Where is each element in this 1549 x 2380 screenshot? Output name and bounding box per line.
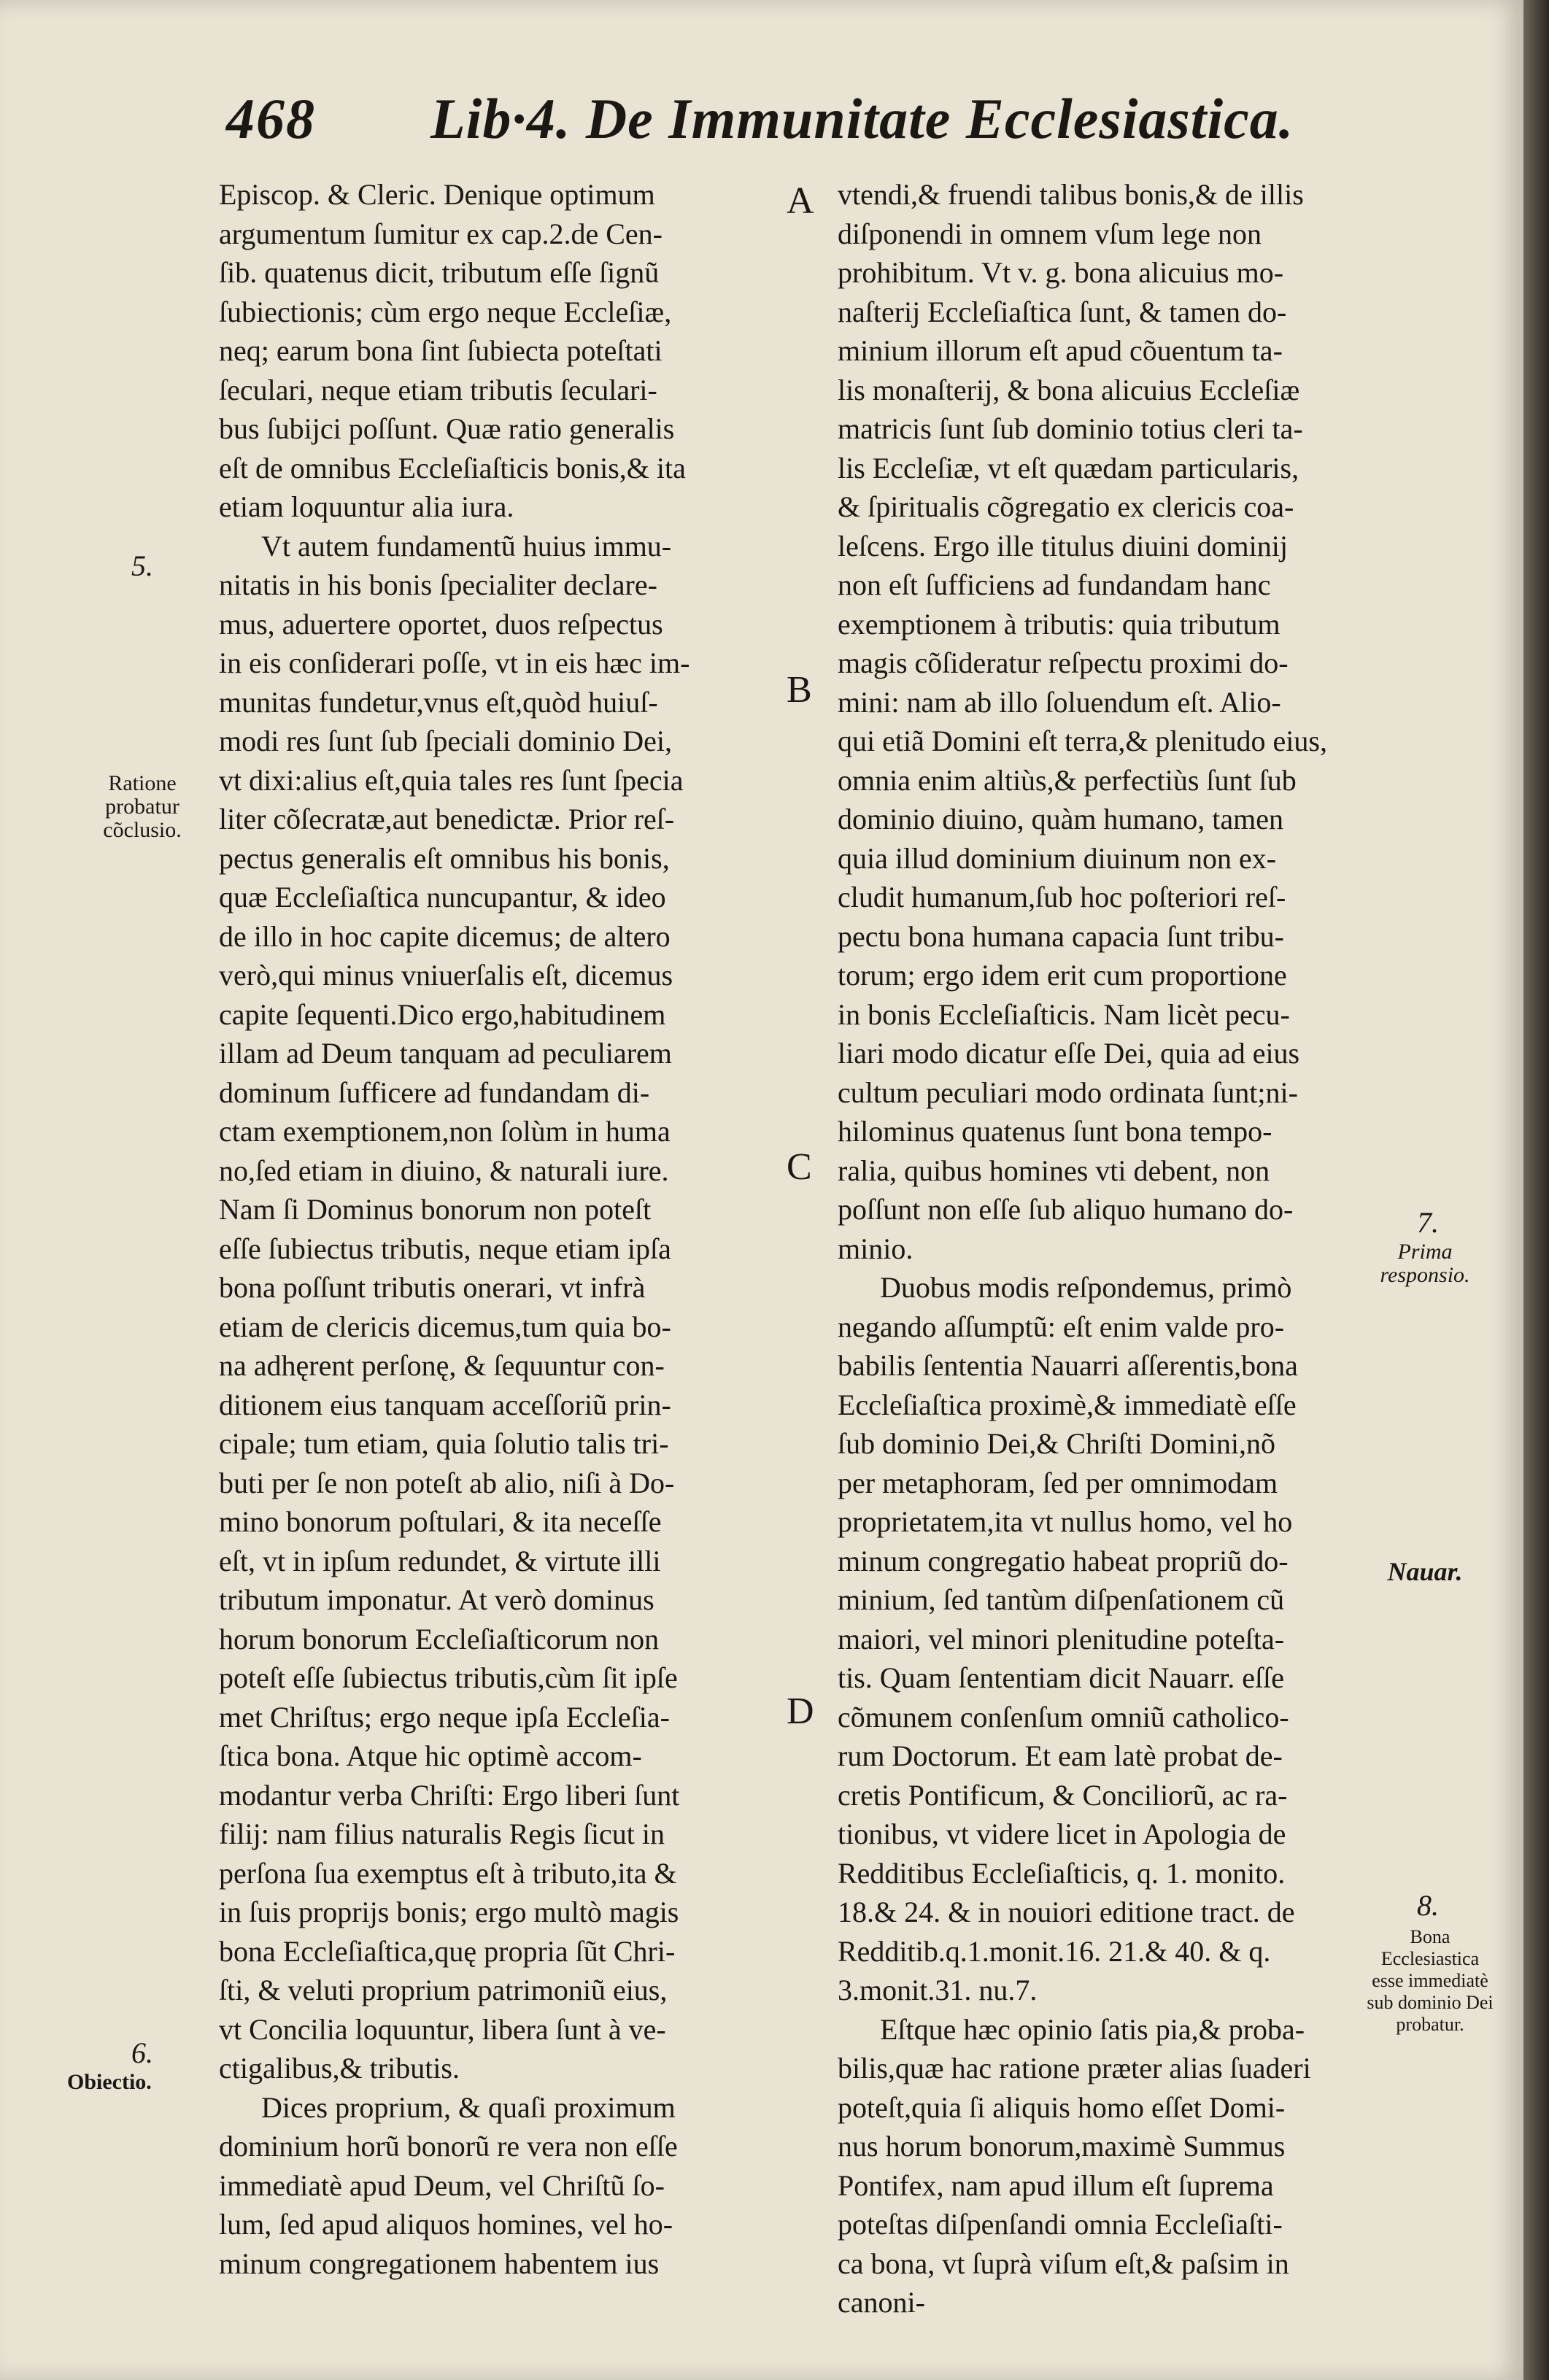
text-line: magis cõſideratur reſpectu proximi do- <box>838 646 1289 679</box>
text-line: leſcens. Ergo ille titulus diuini dominij <box>838 529 1288 563</box>
text-line: mino bonorum poſtulari, & ita neceſſe <box>219 1505 662 1538</box>
text-line: ſtica bona. Atque hic optimè accom- <box>219 1739 642 1772</box>
text-line: mini: nam ab illo ſoluendum eſt. Alio- <box>838 685 1281 719</box>
text-line: modantur verba Chriſti: Ergo liberi ſunt <box>219 1778 680 1812</box>
text-line: Nam ſi Dominus bonorum non poteſt <box>219 1193 652 1226</box>
text-line: neq; earum bona ſint ſubiecta poteſtati <box>219 334 663 367</box>
text-line: qui etiã Domini eſt terra,& plenitudo eius, <box>838 725 1327 757</box>
text-line: illam ad Deum tanquam ad peculiarem <box>219 1037 672 1070</box>
text-line: liari modo dicatur eſſe Dei, quia ad eius <box>838 1037 1300 1070</box>
text-line: cõmunem conſenſum omniũ catholico- <box>838 1700 1289 1734</box>
text-line: poteſtas diſpenſandi omnia Eccleſiaſti- <box>838 2208 1283 2241</box>
text-line: diſponendi in omnem vſum lege non <box>838 217 1262 250</box>
text-line: rum Doctorum. Et eam latè probat de- <box>838 1739 1283 1772</box>
text-line: ſubiectionis; cùm ergo neque Eccleſiæ, <box>219 295 672 328</box>
text-line: torum; ergo idem erit cum proportione <box>838 959 1287 992</box>
text-line: vt Concilia loquuntur, libera ſunt à ve- <box>219 2012 666 2046</box>
text-line: etiam de clericis dicemus,tum quia bo- <box>219 1310 671 1343</box>
text-line: per metaphoram, ſed per omnimodam <box>838 1466 1278 1499</box>
text-line: matricis ſunt ſub dominio totius cleri ta- <box>838 412 1303 445</box>
text-line: babilis ſententia Nauarri aſſerentis,bona <box>838 1349 1298 1382</box>
text-line: Vt autem fundamentũ huius immu- <box>261 529 672 563</box>
text-line: capite ſequenti.Dico ergo,habitudinem <box>219 997 666 1031</box>
text-line: modi res ſunt ſub ſpeciali dominio Dei, <box>219 725 673 757</box>
text-line: Eccleſiaſtica proximè,& immediatè eſſe <box>838 1388 1297 1421</box>
text-line: eſt, vt in ipſum redundet, & virtute illi <box>219 1544 661 1577</box>
page-header <box>219 79 1294 159</box>
text-line: 18.& 24. & in nouiori editione tract. de <box>838 1896 1295 1928</box>
text-line: ca bona, vt ſuprà viſum eſt,& paſsim in <box>838 2246 1289 2280</box>
margin-note-ratione: Ratione probatur cõclusio. <box>103 771 182 842</box>
text-line: ſub dominio Dei,& Chriſti Domini,nõ <box>838 1427 1275 1460</box>
text-line: cultum peculiari modo ordinata ſunt;ni- <box>838 1075 1298 1109</box>
text-line: liter cõſecratæ,aut benedictæ. Prior reſ- <box>219 803 675 835</box>
text-line: ſib. quatenus dicit, tributum eſſe ſignũ <box>219 256 660 289</box>
text-line: poteſt eſſe ſubiectus tributis,cùm ſit ipſe <box>219 1661 678 1694</box>
text-line: ralia, quibus homines vti debent, non <box>838 1154 1270 1187</box>
text-line: poteſt,quia ſi aliquis homo eſſet Domi- <box>838 2090 1286 2124</box>
text-line: canoni- <box>838 2286 925 2319</box>
section-letter-b: B <box>787 669 812 711</box>
text-line: munitas fundetur,vnus eſt,quòd huiuſ- <box>219 685 658 719</box>
text-line: in ſuis proprijs bonis; ergo multò magis <box>219 1896 679 1928</box>
page-number: 468 <box>226 87 316 150</box>
text-line: tis. Quam ſententiam dicit Nauarr. eſſe <box>838 1661 1285 1694</box>
text-line: negando aſſumptũ: eſt enim valde pro- <box>838 1310 1285 1343</box>
text-line: minum congregationem habentem ius <box>219 2246 660 2280</box>
text-line: Redditibus Eccleſiaſticis, q. 1. monito. <box>838 1856 1286 1890</box>
text-line: horum bonorum Eccleſiaſticorum non <box>219 1622 660 1655</box>
book-spine-shadow <box>1523 0 1549 2380</box>
text-line: in eis conſiderari poſſe, vt in eis hæc im- <box>219 646 690 679</box>
text-line: ditionem eius tanquam acceſſoriũ prin- <box>219 1388 671 1421</box>
text-line: in bonis Eccleſiaſticis. Nam licèt pecu- <box>838 997 1290 1031</box>
text-line: Redditib.q.1.monit.16. 21.& 40. & q. <box>838 1934 1271 1968</box>
text-line: prohibitum. Vt v. g. bona alicuius mo- <box>838 256 1284 289</box>
text-line: maiori, vel minori plenitudine poteſta- <box>838 1622 1285 1655</box>
margin-note-prima: Prima responsio. <box>1380 1240 1470 1287</box>
section-letter-a: A <box>787 180 814 222</box>
text-line: omnia enim altiùs,& perfectiùs ſunt ſub <box>838 763 1297 797</box>
text-line: eſſe ſubiectus tributis, neque etiam ipſa <box>219 1232 671 1265</box>
text-line: dominio diuino, quàm humano, tamen <box>838 803 1284 835</box>
text-line: Dices proprium, & quaſi proximum <box>261 2090 676 2124</box>
text-line: perſona ſua exemptus eſt à tributo,ita & <box>219 1856 677 1890</box>
margin-number-7: 7. <box>1417 1206 1439 1239</box>
text-line: met Chriſtus; ergo neque ipſa Eccleſia- <box>219 1700 670 1734</box>
text-line: tionibus, vt videre licet in Apologia de <box>838 1817 1286 1850</box>
text-line: vt dixi:alius eſt,quia tales res ſunt ſpecia <box>219 763 684 797</box>
section-letter-c: C <box>787 1146 812 1188</box>
text-line: eſt de omnibus Eccleſiaſticis bonis,& ita <box>219 451 686 484</box>
text-line: argumentum ſumitur ex cap.2.de Cen- <box>219 217 663 250</box>
text-line: immediatè apud Deum, vel Chriſtũ ſo- <box>219 2168 665 2202</box>
text-line: verò,qui minus vniuerſalis eſt, dicemus <box>219 959 673 992</box>
text-line: ctam exemptionem,non ſolùm in huma <box>219 1115 671 1148</box>
text-line: cludit humanum,ſub hoc poſteriori reſ- <box>838 881 1286 913</box>
text-line: bilis,quæ hac ratione præter alias ſuaderi <box>838 2052 1311 2085</box>
text-line: minio. <box>838 1232 913 1265</box>
text-line: ſti, & veluti proprium patrimoniũ eius, <box>219 1974 668 2006</box>
text-line: poſſunt non eſſe ſub aliquo humano do- <box>838 1193 1294 1226</box>
text-line: hilominus quatenus ſunt bona tempo- <box>838 1115 1272 1148</box>
text-line: tributum imponatur. At verò dominus <box>219 1583 654 1616</box>
text-line: non eſt ſufficiens ad fundandam hanc <box>838 568 1271 601</box>
text-line: nus horum bonorum,maximè Summus <box>838 2130 1286 2163</box>
text-line: bona Eccleſiaſtica,quę propria ſũt Chri- <box>219 1934 676 1968</box>
text-line: Pontifex, nam apud illum eſt ſuprema <box>838 2168 1274 2202</box>
text-line: vtendi,& fruendi talibus bonis,& de illis <box>838 178 1304 211</box>
text-line: 3.monit.31. nu.7. <box>838 1974 1038 2006</box>
text-line: buti per ſe non poteſt ab alio, niſi à Do- <box>219 1466 675 1499</box>
text-line: mus, aduertere oportet, duos reſpectus <box>219 607 663 641</box>
margin-note-bona: Bona Ecclesiastica esse immediatè sub dominio Dei probatur. <box>1367 1926 1494 2035</box>
running-title: Lib·4. De Immunitate Ecclesiastica. <box>430 87 1294 150</box>
text-line: cretis Pontificum, & Conciliorũ, ac ra- <box>838 1778 1288 1812</box>
text-line: quia illud dominium diuinum non ex- <box>838 841 1277 875</box>
text-line: minium illorum eſt apud cõuentum ta- <box>838 334 1283 367</box>
text-line: proprietatem,ita vt nullus homo, vel ho <box>838 1505 1293 1538</box>
text-line: Duobus modis reſpondemus, primò <box>880 1271 1292 1304</box>
text-line: quæ Eccleſiaſtica nuncupantur, & ideo <box>219 881 666 913</box>
text-line: lis monaſterij, & bona alicuius Eccleſiæ <box>838 373 1300 406</box>
text-line: filij: nam filius naturalis Regis ſicut in <box>219 1817 665 1850</box>
text-line: de illo in hoc capite dicemus; de altero <box>219 919 671 953</box>
text-line: nitatis in his bonis ſpecialiter declare- <box>219 568 657 601</box>
text-line: ctigalibus,& tributis. <box>219 2052 460 2085</box>
margin-number-6: 6. <box>131 2036 153 2069</box>
text-line: minium, ſed tantùm diſpenſationem cũ <box>838 1583 1285 1616</box>
text-line: no,ſed etiam in diuino, & naturali iure. <box>219 1154 669 1187</box>
left-column <box>219 175 773 2283</box>
text-line: etiam loquuntur alia iura. <box>219 490 514 523</box>
text-line: lum, ſed apud aliquos homines, vel ho- <box>219 2208 673 2241</box>
text-line: pectus generalis eſt omnibus his bonis, <box>219 841 670 875</box>
section-letter-d: D <box>787 1691 814 1732</box>
text-line: pectu bona humana capacia ſunt tribu- <box>838 919 1284 953</box>
text-line: dominium horũ bonorũ re vera non eſſe <box>219 2130 678 2163</box>
text-line: dominum ſufficere ad fundandam di- <box>219 1075 650 1109</box>
text-line: ſeculari, neque etiam tributis ſeculari- <box>219 373 657 406</box>
text-line: minum congregatio habeat propriũ do- <box>838 1544 1289 1577</box>
text-line: na adhęrent perſonę, & ſequuntur con- <box>219 1349 665 1382</box>
right-column <box>838 175 1399 2322</box>
margin-note-nauarr: Nauar. <box>1387 1557 1463 1586</box>
text-line: Eſtque hæc opinio ſatis pia,& proba- <box>880 2012 1305 2046</box>
margin-note-obiectio: Obiectio. <box>67 2070 152 2094</box>
text-line: lis Eccleſiæ, vt eſt quædam particularis, <box>838 451 1299 484</box>
text-line: Episcop. & Cleric. Denique optimum <box>219 178 655 211</box>
text-line: naſterij Eccleſiaſtica ſunt, & tamen do- <box>838 295 1287 328</box>
text-line: bus ſubijci poſſunt. Quæ ratio generalis <box>219 412 675 445</box>
text-line: bona poſſunt tributis onerari, vt infrà <box>219 1271 646 1304</box>
text-line: & ſpiritualis cõgregatio ex clericis coa- <box>838 490 1294 523</box>
margin-number-8: 8. <box>1417 1889 1439 1922</box>
text-line: exemptionem à tributis: quia tributum <box>838 607 1280 641</box>
margin-number-5: 5. <box>131 549 153 582</box>
text-line: cipale; tum etiam, quia ſolutio talis tri- <box>219 1427 669 1460</box>
